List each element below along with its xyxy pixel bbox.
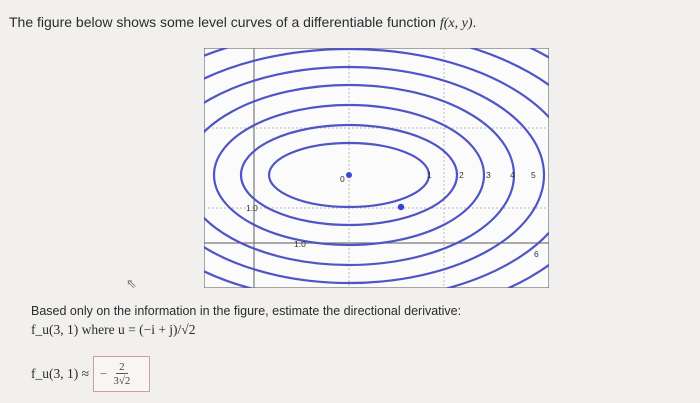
label-level-5: 5: [531, 170, 536, 180]
question-formula: f_u(3, 1) where u = (−i + j)/√2: [31, 322, 196, 337]
label-level-2: 2: [459, 170, 464, 180]
answer-input[interactable]: [93, 356, 150, 392]
label-level-0: 0: [340, 174, 345, 184]
answer-sign: −: [100, 366, 108, 381]
label-level-6: 6: [534, 249, 539, 259]
label-level-3: 3: [486, 170, 491, 180]
answer-label: f_u(3, 1) ≈: [31, 366, 90, 381]
mouse-cursor-icon: ⇖: [126, 276, 137, 291]
label-level-1: 1: [427, 170, 432, 180]
function-name: f(x, y): [439, 16, 473, 31]
answer-numerator: 2: [116, 361, 128, 374]
point-3-1: [398, 204, 404, 210]
label-x-1: 1.0: [294, 239, 306, 249]
problem-intro: [9, 14, 476, 32]
answer-row: [31, 356, 150, 392]
center-point: [346, 172, 352, 178]
level-curves-figure: [204, 48, 549, 288]
answer-denominator: 3√2: [113, 374, 131, 387]
label-level-4: 4: [510, 170, 515, 180]
intro-end: .: [472, 14, 477, 30]
answer-fraction: [113, 361, 130, 388]
question-prompt: Based only on the information in the figure, estimate the directional derivative:: [31, 304, 462, 318]
label-y-1: 1.0: [246, 203, 258, 213]
intro-text: The figure below shows some level curves of a differentiable function: [9, 14, 440, 30]
